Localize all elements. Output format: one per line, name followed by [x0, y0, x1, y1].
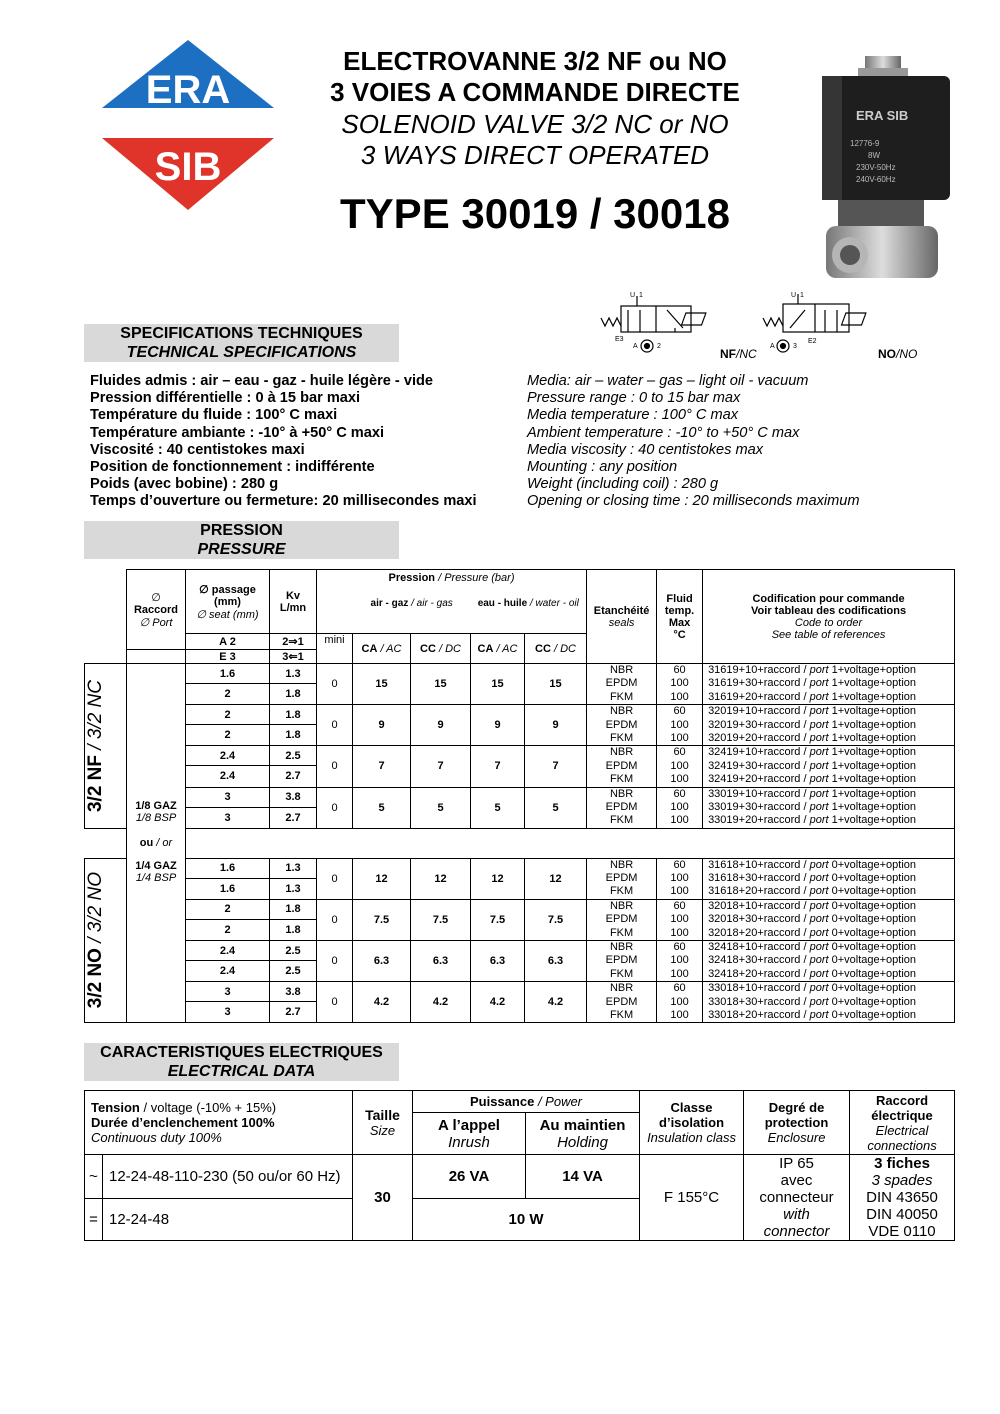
kv-value: 1.8 — [270, 684, 317, 705]
table-row — [85, 705, 955, 725]
seat-value: 2 — [186, 684, 270, 705]
kv-value: 2.7 — [270, 1002, 317, 1023]
pressure-value: 12 — [525, 858, 587, 899]
seat-value: 2.4 — [186, 961, 270, 982]
pressure-header-en: PRESSURE — [197, 541, 286, 558]
holding-header: Au maintien Holding — [526, 1113, 640, 1155]
spec-fr-line: Fluides admis : air – eau - gaz - huile légère - vide — [90, 373, 434, 389]
temp-value: 60 100 100 — [657, 664, 703, 705]
connection-value: 3 fiches 3 spades DIN 43650 DIN 40050 VDE 0110 — [850, 1155, 955, 1241]
table-row — [85, 982, 955, 1002]
order-code: 33018+10+raccord / port 0+voltage+option — [708, 982, 917, 995]
order-code: 33019+10+raccord / port 1+voltage+option — [708, 787, 917, 800]
svg-text:E3: E3 — [615, 336, 624, 343]
pressure-value: 7 — [471, 746, 525, 787]
electrical-table — [84, 1090, 955, 1241]
title-line-2: 3 VOIES A COMMANDE DIRECTE — [330, 77, 740, 107]
size-header: Taille Size — [353, 1091, 413, 1155]
temp-value: 60 100 100 — [657, 705, 703, 746]
kv-value: 2.5 — [270, 941, 317, 961]
seat-value: 1.6 — [186, 858, 270, 878]
kv-header: Kv L/mn — [270, 570, 317, 634]
seals-value: NBR EPDM FKM — [587, 899, 657, 940]
order-code: 32018+20+raccord / port 0+voltage+option — [708, 926, 917, 939]
svg-text:3: 3 — [793, 343, 797, 350]
spec-en-line: Opening or closing time : 20 milliseconds maximum — [527, 493, 860, 510]
kv-value: 1.8 — [270, 705, 317, 725]
pressure-header: Pression / Pressure (bar) air - gaz / air - gas eau - huile / water - oil — [317, 570, 587, 634]
seat-value: 3 — [186, 982, 270, 1002]
order-code-cell — [703, 982, 955, 1023]
kv-value: 3.8 — [270, 787, 317, 807]
enclosure-header: Degré de protection Enclosure — [744, 1091, 850, 1155]
mini-value: 0 — [317, 746, 353, 787]
temp-value: 60 100 100 — [657, 982, 703, 1023]
order-code: 32019+10+raccord / port 1+voltage+option — [708, 705, 917, 718]
pressure-value: 4.2 — [471, 982, 525, 1023]
temp-value: 60 100 100 — [657, 899, 703, 940]
svg-text:1: 1 — [639, 292, 643, 299]
seals-value: NBR EPDM FKM — [587, 664, 657, 705]
spec-en-line: Mounting : any position — [527, 459, 678, 476]
pressure-header-fr: PRESSION — [200, 522, 283, 539]
power-header: Puissance / Power — [413, 1091, 640, 1113]
ac-voltage: 12-24-48-110-230 (50 ou/or 60 Hz) — [103, 1155, 353, 1199]
order-code: 31618+20+raccord / port 0+voltage+option — [708, 885, 917, 898]
pressure-value: 5 — [525, 787, 587, 828]
spec-en-line: Media viscosity : 40 centistokes max — [527, 441, 764, 458]
pressure-value: 5 — [471, 787, 525, 828]
seals-header: Etanchéité seals — [587, 570, 657, 664]
kv-value: 1.8 — [270, 899, 317, 919]
a2-value: 2⇒1 — [270, 634, 317, 650]
svg-text:NO/NO: NO/NO — [878, 347, 918, 361]
seals-value: NBR EPDM FKM — [587, 746, 657, 787]
mini-value: 0 — [317, 899, 353, 940]
mini-value: 0 — [317, 787, 353, 828]
electrical-section-header — [84, 1043, 399, 1081]
raccord-cell: 1/8 GAZ 1/8 BSP — [127, 664, 186, 829]
seat-value: 1.6 — [186, 878, 270, 899]
svg-text:A: A — [633, 343, 638, 350]
pressure-value: 7.5 — [471, 899, 525, 940]
dc-voltage: 12-24-48 — [103, 1199, 353, 1241]
kv-value: 1.8 — [270, 725, 317, 746]
spec-fr-line: Pression différentielle : 0 à 15 bar maxi — [90, 390, 361, 407]
table-row — [85, 941, 955, 961]
raccord-cell: 1/4 GAZ 1/4 BSP — [127, 858, 186, 1023]
seat-value: 2 — [186, 705, 270, 725]
kv-value: 2.7 — [270, 807, 317, 828]
pressure-value: 4.2 — [525, 982, 587, 1023]
svg-text:1: 1 — [800, 292, 804, 299]
order-code: 32419+20+raccord / port 1+voltage+option — [708, 773, 917, 786]
seat-value: 2 — [186, 899, 270, 919]
e3-value: 3⇐1 — [270, 650, 317, 664]
order-code: 32418+20+raccord / port 0+voltage+option — [708, 967, 917, 980]
svg-text:240V-60Hz: 240V-60Hz — [856, 175, 896, 184]
title-line-4: 3 WAYS DIRECT OPERATED — [360, 140, 710, 170]
svg-text:U: U — [791, 292, 797, 299]
pressure-value: 9 — [411, 705, 471, 746]
temp-value: 60 100 100 — [657, 746, 703, 787]
temp-value: 60 100 100 — [657, 941, 703, 982]
pressure-value: 7 — [525, 746, 587, 787]
seat-value: 1.6 — [186, 664, 270, 684]
pressure-value: 9 — [525, 705, 587, 746]
no-section-label: 3/2 NO / 3/2 NO — [85, 858, 127, 1023]
order-code: 32018+30+raccord / port 0+voltage+option — [708, 913, 917, 926]
title-line-1: ELECTROVANNE 3/2 NF ou NO — [343, 46, 727, 76]
pressure-value: 6.3 — [353, 941, 411, 982]
spec-fr-line: Temps d’ouverture ou fermeture: 20 millisecondes maxi — [90, 493, 477, 510]
pressure-value: 15 — [353, 664, 411, 705]
ca-water-header: CA / AC — [471, 634, 525, 664]
svg-text:ERA: ERA — [145, 68, 231, 112]
kv-value: 1.3 — [270, 664, 317, 684]
insulation-value: F 155°C — [640, 1155, 744, 1241]
spec-section-header — [84, 324, 399, 362]
size-value: 30 — [353, 1155, 413, 1241]
seals-value: NBR EPDM FKM — [587, 982, 657, 1023]
e3-label: E 3 — [186, 650, 270, 664]
pressure-value: 4.2 — [411, 982, 471, 1023]
ac-symbol: ~ — [85, 1155, 103, 1199]
spec-fr-line: Température du fluide : 100° C maxi — [90, 407, 338, 424]
table-row — [85, 899, 955, 919]
pressure-value: 6.3 — [411, 941, 471, 982]
dc-power-value: 10 W — [413, 1199, 640, 1241]
electrical-header-en: ELECTRICAL DATA — [167, 1063, 316, 1080]
inrush-value: 26 VA — [413, 1155, 526, 1199]
pressure-value: 15 — [471, 664, 525, 705]
mini-header: mini — [317, 634, 353, 664]
order-code-cell — [703, 787, 955, 828]
svg-text:A: A — [770, 343, 775, 350]
seat-value: 3 — [186, 807, 270, 828]
seals-value: NBR EPDM FKM — [587, 941, 657, 982]
spec-fr-line: Température ambiante : -10° à +50° C maxi — [90, 424, 385, 441]
order-code: 32419+10+raccord / port 1+voltage+option — [708, 746, 917, 759]
enclosure-value: IP 65 avec connecteur with connector — [744, 1155, 850, 1241]
spec-header-en: TECHNICAL SPECIFICATIONS — [126, 344, 357, 361]
pressure-table — [84, 569, 955, 1023]
solenoid-valve-photo — [810, 50, 960, 290]
raccord-header: ∅ Raccord ∅ Port — [127, 570, 186, 650]
mini-value: 0 — [317, 664, 353, 705]
cc-water-header: CC / DC — [525, 634, 587, 664]
pressure-value: 6.3 — [525, 941, 587, 982]
spec-en-line: Ambient temperature : -10° to +50° C max — [527, 424, 800, 441]
valve-symbols — [595, 288, 935, 366]
table-row — [85, 858, 955, 878]
order-code: 32418+10+raccord / port 0+voltage+option — [708, 941, 917, 954]
specs-english — [527, 373, 860, 511]
seals-value: NBR EPDM FKM — [587, 858, 657, 899]
order-code: 31618+10+raccord / port 0+voltage+option — [708, 858, 917, 871]
insulation-header: Classe d’isolation Insulation class — [640, 1091, 744, 1155]
svg-text:SIB: SIB — [154, 145, 222, 189]
pressure-section-header — [84, 521, 399, 559]
pressure-value: 9 — [471, 705, 525, 746]
pressure-value: 12 — [411, 858, 471, 899]
order-code: 32019+30+raccord / port 1+voltage+option — [708, 718, 917, 731]
pressure-value: 12 — [471, 858, 525, 899]
seat-value: 2.4 — [186, 746, 270, 766]
spec-fr-line: Poids (avec bobine) : 280 g — [90, 476, 279, 493]
a2-label: A 2 — [186, 634, 270, 650]
spec-en-line: Pressure range : 0 to 15 bar max — [527, 390, 741, 407]
separator-row — [85, 828, 955, 858]
seat-value: 2 — [186, 725, 270, 746]
table-row — [85, 664, 955, 684]
order-code-cell — [703, 899, 955, 940]
spec-en-line: Weight (including coil) : 280 g — [527, 476, 719, 493]
order-code: 31619+20+raccord / port 1+voltage+option — [708, 690, 917, 703]
seat-value: 3 — [186, 787, 270, 807]
kv-value: 2.5 — [270, 746, 317, 766]
svg-text:230V-50Hz: 230V-50Hz — [856, 163, 896, 172]
mini-value: 0 — [317, 705, 353, 746]
holding-value: 14 VA — [526, 1155, 640, 1199]
dc-symbol: = — [85, 1199, 103, 1241]
seat-value: 3 — [186, 1002, 270, 1023]
svg-text:12776-9: 12776-9 — [850, 139, 880, 148]
era-sib-logo — [88, 40, 288, 216]
order-code: 33019+30+raccord / port 1+voltage+option — [708, 800, 917, 813]
specs-french — [90, 373, 477, 511]
order-code: 31619+10+raccord / port 1+voltage+option — [708, 664, 917, 676]
order-code: 31619+30+raccord / port 1+voltage+option — [708, 677, 917, 690]
svg-text:8W: 8W — [868, 151, 880, 160]
temp-value: 60 100 100 — [657, 858, 703, 899]
pressure-value: 12 — [353, 858, 411, 899]
seat-value: 2.4 — [186, 766, 270, 787]
order-code-cell — [703, 941, 955, 982]
pressure-value: 9 — [353, 705, 411, 746]
svg-text:ERA SIB: ERA SIB — [856, 108, 909, 123]
seals-value: NBR EPDM FKM — [587, 705, 657, 746]
pressure-value: 6.3 — [471, 941, 525, 982]
svg-text:2: 2 — [657, 343, 661, 350]
order-code: 31618+30+raccord / port 0+voltage+option — [708, 872, 917, 885]
order-code: 32418+30+raccord / port 0+voltage+option — [708, 954, 917, 967]
pressure-value: 7.5 — [353, 899, 411, 940]
kv-value: 2.7 — [270, 766, 317, 787]
code-header: Codification pour commande Voir tableau des codifications Code to order See table of references — [703, 570, 955, 664]
order-code-cell — [703, 858, 955, 899]
seals-value: NBR EPDM FKM — [587, 787, 657, 828]
type-title: TYPE 30019 / 30018 — [340, 190, 730, 237]
svg-text:NF/NC: NF/NC — [720, 347, 757, 361]
pressure-value: 15 — [525, 664, 587, 705]
nf-symbol — [601, 296, 706, 352]
kv-value: 1.3 — [270, 878, 317, 899]
order-code: 33018+30+raccord / port 0+voltage+option — [708, 995, 917, 1008]
order-code: 32018+10+raccord / port 0+voltage+option — [708, 899, 917, 912]
pressure-value: 7 — [353, 746, 411, 787]
nf-section-label: 3/2 NF / 3/2 NC — [85, 664, 127, 829]
mini-value: 0 — [317, 941, 353, 982]
pressure-value: 7 — [411, 746, 471, 787]
kv-value: 2.5 — [270, 961, 317, 982]
order-code: 33018+20+raccord / port 0+voltage+option — [708, 1008, 917, 1021]
kv-value: 3.8 — [270, 982, 317, 1002]
table-row — [85, 746, 955, 766]
electrical-header-fr: CARACTERISTIQUES ELECTRIQUES — [100, 1044, 383, 1061]
order-code: 33019+20+raccord / port 1+voltage+option — [708, 814, 917, 827]
pressure-value: 5 — [353, 787, 411, 828]
connection-header: Raccord électrique Electrical connections — [850, 1091, 955, 1155]
inrush-header: A l’appel Inrush — [413, 1113, 526, 1155]
seat-value: 2 — [186, 919, 270, 940]
pressure-value: 5 — [411, 787, 471, 828]
order-code-cell — [703, 664, 955, 705]
spec-header-fr: SPECIFICATIONS TECHNIQUES — [120, 325, 363, 342]
kv-value: 1.3 — [270, 858, 317, 878]
pressure-value: 7.5 — [525, 899, 587, 940]
title-line-3: SOLENOID VALVE 3/2 NC or NO — [341, 109, 729, 139]
pressure-value: 15 — [411, 664, 471, 705]
passage-header: ∅ passage (mm) ∅ seat (mm) — [186, 570, 270, 634]
pressure-value: 7.5 — [411, 899, 471, 940]
kv-value: 1.8 — [270, 919, 317, 940]
spec-fr-line: Viscosité : 40 centistokes maxi — [90, 441, 305, 458]
temp-value: 60 100 100 — [657, 787, 703, 828]
tension-header: Tension / voltage (-10% + 15%) Durée d’enclenchement 100% Continuous duty 100% — [85, 1091, 353, 1155]
cc-air-header: CC / DC — [411, 634, 471, 664]
ca-air-header: CA / AC — [353, 634, 411, 664]
pressure-value: 4.2 — [353, 982, 411, 1023]
order-code-cell — [703, 746, 955, 787]
svg-text:U: U — [630, 292, 636, 299]
order-code-cell — [703, 705, 955, 746]
spec-en-line: Media: air – water – gas – light oil - vacuum — [527, 373, 809, 389]
spec-en-line: Media temperature : 100° C max — [527, 407, 739, 424]
spec-fr-line: Position de fonctionnement : indifférente — [90, 459, 375, 476]
fluid-temp-header: Fluid temp. Max °C — [657, 570, 703, 664]
table-row — [85, 787, 955, 807]
order-code: 32019+20+raccord / port 1+voltage+option — [708, 731, 917, 744]
mini-value: 0 — [317, 858, 353, 899]
or-label: ou / or — [127, 828, 186, 858]
mini-value: 0 — [317, 982, 353, 1023]
svg-text:E2: E2 — [808, 338, 817, 345]
order-code: 32419+30+raccord / port 1+voltage+option — [708, 759, 917, 772]
seat-value: 2.4 — [186, 941, 270, 961]
